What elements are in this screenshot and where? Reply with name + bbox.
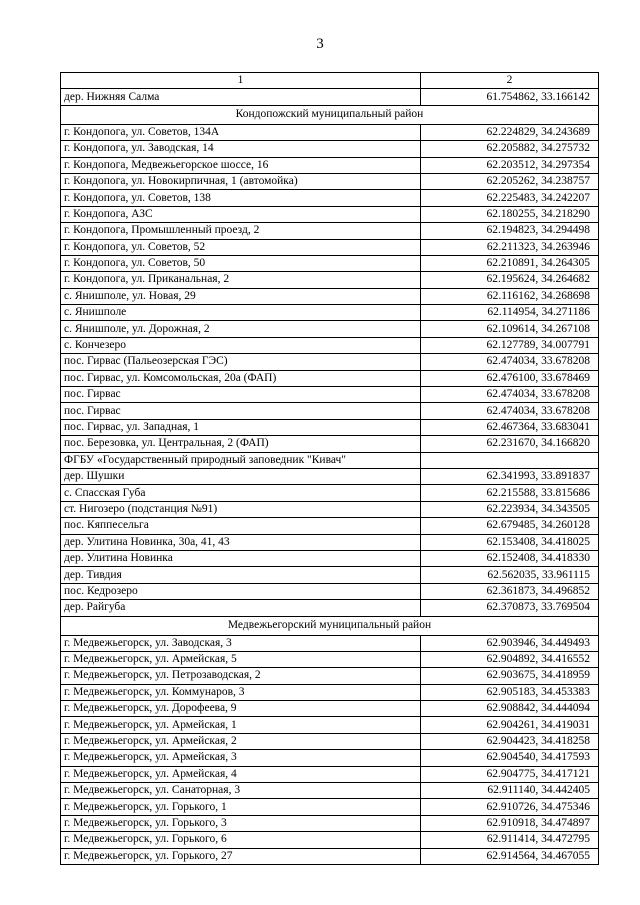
coordinates-cell: 62.914564, 34.467055 — [421, 848, 599, 864]
table-row — [61, 387, 599, 403]
location-name-cell: г. Кондопога, ул. Советов, 138 — [61, 190, 421, 206]
table-row — [61, 651, 599, 667]
coordinates-cell: 62.904423, 34.418258 — [421, 733, 599, 749]
coordinates-cell: 62.911414, 34.472795 — [421, 832, 599, 848]
location-name-cell: пос. Гирвас — [61, 403, 421, 419]
location-name-cell: ФГБУ «Государственный природный заповедник "Кивач" — [61, 452, 421, 468]
location-name-cell: дер. Улитина Новинка — [61, 550, 421, 566]
table-header-row — [61, 73, 599, 89]
table-row — [61, 799, 599, 815]
coordinates-cell: 62.116162, 34.268698 — [421, 288, 599, 304]
location-name-cell: г. Кондопога, Медвежьегорское шоссе, 16 — [61, 157, 421, 173]
coordinates-cell: 62.370873, 33.769504 — [421, 600, 599, 616]
column-header-1: 1 — [61, 73, 421, 89]
table-row — [61, 832, 599, 848]
coordinates-cell: 62.910918, 34.474897 — [421, 815, 599, 831]
location-name-cell: пос. Кедрозеро — [61, 583, 421, 599]
table-row — [61, 157, 599, 173]
location-name-cell: г. Медвежьегорск, ул. Санаторная, 3 — [61, 783, 421, 799]
coordinates-cell: 62.903946, 34.449493 — [421, 635, 599, 651]
location-name-cell: г. Медвежьегорск, ул. Горького, 27 — [61, 848, 421, 864]
table-row — [61, 501, 599, 517]
location-name-cell: с. Янишполе, ул. Новая, 29 — [61, 288, 421, 304]
location-name-cell: с. Янишполе, ул. Дорожная, 2 — [61, 321, 421, 337]
coordinates-cell: 62.205262, 34.238757 — [421, 173, 599, 189]
location-name-cell: г. Кондопога, ул. Заводская, 14 — [61, 141, 421, 157]
coordinates-cell: 62.361873, 34.496852 — [421, 583, 599, 599]
table-row — [61, 635, 599, 651]
location-name-cell: с. Спасская Губа — [61, 485, 421, 501]
location-name-cell: с. Кончезеро — [61, 337, 421, 353]
table-row — [61, 124, 599, 140]
table-row — [61, 419, 599, 435]
coordinates-cell: 62.467364, 33.683041 — [421, 419, 599, 435]
table-row — [61, 272, 599, 288]
coordinates-cell: 62.195624, 34.264682 — [421, 272, 599, 288]
table-row — [61, 583, 599, 599]
table-row — [61, 468, 599, 484]
section-title: Медвежьегорский муниципальный район — [61, 616, 599, 635]
table-row — [61, 89, 599, 105]
coordinates-cell: 62.905183, 34.453383 — [421, 684, 599, 700]
location-name-cell: пос. Гирвас, ул. Западная, 1 — [61, 419, 421, 435]
table-row — [61, 668, 599, 684]
location-name-cell: дер. Нижняя Салма — [61, 89, 421, 105]
location-name-cell: г. Медвежьегорск, ул. Заводская, 3 — [61, 635, 421, 651]
coordinates-cell: 62.194823, 34.294498 — [421, 223, 599, 239]
section-title: Кондопожский муниципальный район — [61, 105, 599, 124]
coordinates-cell: 62.127789, 34.007791 — [421, 337, 599, 353]
column-header-2: 2 — [421, 73, 599, 89]
location-name-cell: г. Кондопога, ул. Советов, 52 — [61, 239, 421, 255]
location-name-cell: ст. Нигозеро (подстанция №91) — [61, 501, 421, 517]
table-row — [61, 550, 599, 566]
location-name-cell: г. Кондопога, ул. Советов, 50 — [61, 255, 421, 271]
location-name-cell: дер. Шушки — [61, 468, 421, 484]
location-name-cell: г. Медвежьегорск, ул. Горького, 3 — [61, 815, 421, 831]
table-row — [61, 750, 599, 766]
page-number: 3 — [316, 36, 324, 52]
coordinates-cell: 62.153408, 34.418025 — [421, 534, 599, 550]
coordinates-cell: 62.474034, 33.678208 — [421, 387, 599, 403]
table-row — [61, 485, 599, 501]
location-name-cell: г. Кондопога, ул. Приканальная, 2 — [61, 272, 421, 288]
location-name-cell: г. Кондопога, ул. Советов, 134А — [61, 124, 421, 140]
table-row — [61, 766, 599, 782]
coordinates-cell: 62.904261, 34.419031 — [421, 717, 599, 733]
coordinates-cell: 62.231670, 34.166820 — [421, 436, 599, 452]
coordinates-cell — [421, 452, 599, 468]
location-name-cell: пос. Гирвас (Пальеозерская ГЭС) — [61, 354, 421, 370]
coordinates-cell: 62.341993, 33.891837 — [421, 468, 599, 484]
coordinates-cell: 62.908842, 34.444094 — [421, 701, 599, 717]
coordinates-cell: 62.223934, 34.343505 — [421, 501, 599, 517]
table-row — [61, 567, 599, 583]
section-header-row — [61, 105, 599, 124]
location-name-cell: г. Кондопога, АЗС — [61, 206, 421, 222]
table-row — [61, 206, 599, 222]
table-row — [61, 305, 599, 321]
table-row — [61, 701, 599, 717]
coordinates-cell: 62.215588, 33.815686 — [421, 485, 599, 501]
table-row — [61, 518, 599, 534]
location-name-cell: г. Медвежьегорск, ул. Армейская, 3 — [61, 750, 421, 766]
table-row — [61, 783, 599, 799]
coordinates-cell: 62.911140, 34.442405 — [421, 783, 599, 799]
table-row — [61, 321, 599, 337]
coordinates-cell: 62.910726, 34.475346 — [421, 799, 599, 815]
location-name-cell: г. Кондопога, Промышленный проезд, 2 — [61, 223, 421, 239]
location-name-cell: дер. Райгуба — [61, 600, 421, 616]
table-row — [61, 600, 599, 616]
coordinates-cell: 62.114954, 34.271186 — [421, 305, 599, 321]
location-name-cell: г. Медвежьегорск, ул. Армейская, 5 — [61, 651, 421, 667]
location-name-cell: дер. Тивдия — [61, 567, 421, 583]
table-body — [61, 89, 599, 865]
location-name-cell: с. Янишполе — [61, 305, 421, 321]
location-name-cell: пос. Гирвас, ул. Комсомольская, 20а (ФАП) — [61, 370, 421, 386]
coordinates-cell: 62.152408, 34.418330 — [421, 550, 599, 566]
table-row — [61, 452, 599, 468]
table-row — [61, 403, 599, 419]
table-row — [61, 370, 599, 386]
coordinates-cell: 62.904775, 34.417121 — [421, 766, 599, 782]
coordinates-cell: 62.474034, 33.678208 — [421, 403, 599, 419]
table-row — [61, 223, 599, 239]
coordinates-cell: 62.109614, 34.267108 — [421, 321, 599, 337]
table-row — [61, 534, 599, 550]
location-name-cell: г. Медвежьегорск, ул. Армейская, 1 — [61, 717, 421, 733]
coordinates-cell: 62.476100, 33.678469 — [421, 370, 599, 386]
table-row — [61, 141, 599, 157]
table-row — [61, 815, 599, 831]
coordinates-cell: 62.474034, 33.678208 — [421, 354, 599, 370]
coordinates-cell: 62.903675, 34.418959 — [421, 668, 599, 684]
location-name-cell: г. Кондопога, ул. Новокирпичная, 1 (автомойка) — [61, 173, 421, 189]
table-row — [61, 239, 599, 255]
location-name-cell: г. Медвежьегорск, ул. Горького, 6 — [61, 832, 421, 848]
location-name-cell: пос. Березовка, ул. Центральная, 2 (ФАП) — [61, 436, 421, 452]
location-name-cell: г. Медвежьегорск, ул. Горького, 1 — [61, 799, 421, 815]
coordinates-table — [60, 72, 599, 865]
coordinates-cell: 62.904540, 34.417593 — [421, 750, 599, 766]
location-name-cell: г. Медвежьегорск, ул. Коммунаров, 3 — [61, 684, 421, 700]
coordinates-cell: 62.562035, 33.961115 — [421, 567, 599, 583]
table-row — [61, 288, 599, 304]
location-name-cell: дер. Улитина Новинка, 30а, 41, 43 — [61, 534, 421, 550]
table-row — [61, 354, 599, 370]
coordinates-cell: 62.224829, 34.243689 — [421, 124, 599, 140]
coordinates-cell: 62.180255, 34.218290 — [421, 206, 599, 222]
table-row — [61, 436, 599, 452]
coordinates-cell: 62.225483, 34.242207 — [421, 190, 599, 206]
location-name-cell: г. Медвежьегорск, ул. Армейская, 2 — [61, 733, 421, 749]
location-name-cell: г. Медвежьегорск, ул. Армейская, 4 — [61, 766, 421, 782]
table-row — [61, 717, 599, 733]
table-row — [61, 684, 599, 700]
table-row — [61, 733, 599, 749]
location-name-cell: г. Медвежьегорск, ул. Петрозаводская, 2 — [61, 668, 421, 684]
coordinates-cell: 62.205882, 34.275732 — [421, 141, 599, 157]
table-row — [61, 848, 599, 864]
table-row — [61, 255, 599, 271]
location-name-cell: г. Медвежьегорск, ул. Дорофеева, 9 — [61, 701, 421, 717]
table-row — [61, 337, 599, 353]
location-name-cell: пос. Кяппесельга — [61, 518, 421, 534]
coordinates-cell: 62.203512, 34.297354 — [421, 157, 599, 173]
coordinates-cell: 62.211323, 34.263946 — [421, 239, 599, 255]
coordinates-cell: 62.210891, 34.264305 — [421, 255, 599, 271]
coordinates-cell: 62.679485, 34.260128 — [421, 518, 599, 534]
table-row — [61, 173, 599, 189]
section-header-row — [61, 616, 599, 635]
table-row — [61, 190, 599, 206]
coordinates-cell: 62.904892, 34.416552 — [421, 651, 599, 667]
location-name-cell: пос. Гирвас — [61, 387, 421, 403]
coordinates-cell: 61.754862, 33.166142 — [421, 89, 599, 105]
